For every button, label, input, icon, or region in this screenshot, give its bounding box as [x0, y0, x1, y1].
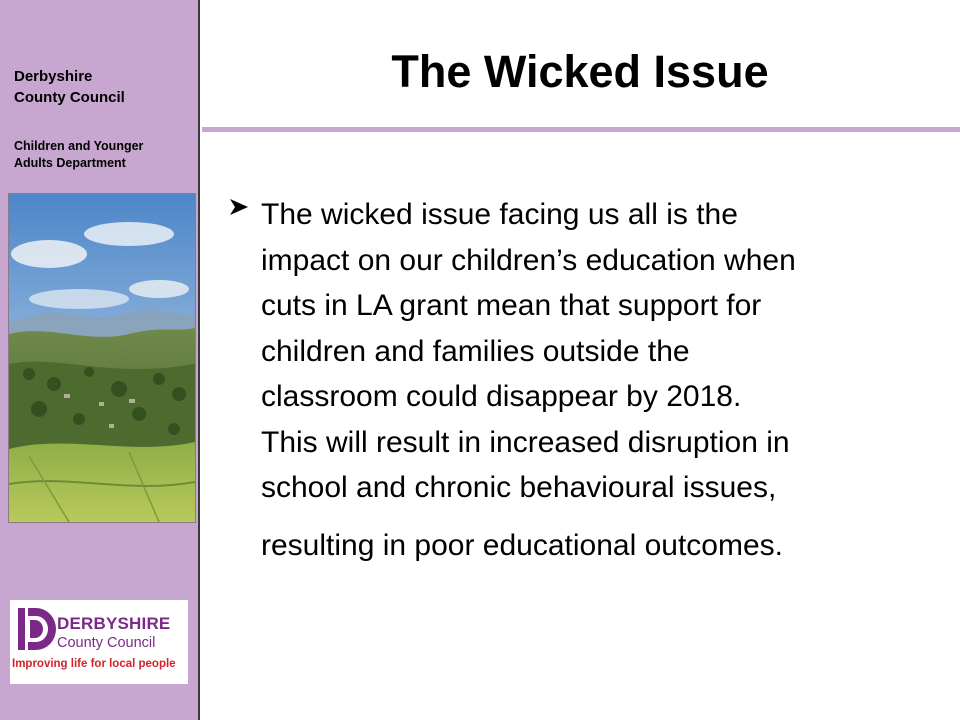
bullet-text [261, 192, 941, 568]
department-name-line1: Children and Younger [14, 139, 144, 153]
bullet-line: classroom could disappear by 2018. [261, 380, 742, 413]
council-logo-d-icon [16, 606, 56, 652]
landscape-photo [8, 193, 196, 523]
council-logo [10, 600, 188, 684]
department-name [14, 138, 199, 172]
bullet-line: cuts in LA grant mean that support for [261, 289, 762, 322]
org-name [14, 66, 194, 108]
slide-title: The Wicked Issue [391, 46, 769, 97]
bullet-line: This will result in increased disruption in [261, 425, 790, 459]
arrow-bullet-icon [228, 196, 250, 218]
sidebar [0, 0, 200, 720]
bullet-line: impact on our children’s education when [261, 243, 796, 277]
org-name-line1: Derbyshire [14, 68, 93, 85]
department-name-line2: Adults Department [14, 156, 126, 170]
logo-tagline: Improving life for local people [12, 658, 176, 670]
logo-word-derbyshire: DERBYSHIRE [57, 614, 171, 633]
org-name-line2: County Council [14, 89, 125, 106]
logo-word-county-council: County Council [57, 635, 156, 651]
bullet-last-line: resulting in poor educational outcomes. [261, 528, 783, 562]
bullet-line: The wicked issue facing us all is the [261, 198, 738, 231]
bullet-line: children and families outside the [261, 334, 690, 368]
title-divider [202, 127, 960, 132]
bullet-line: school and chronic behavioural issues, [261, 471, 777, 504]
